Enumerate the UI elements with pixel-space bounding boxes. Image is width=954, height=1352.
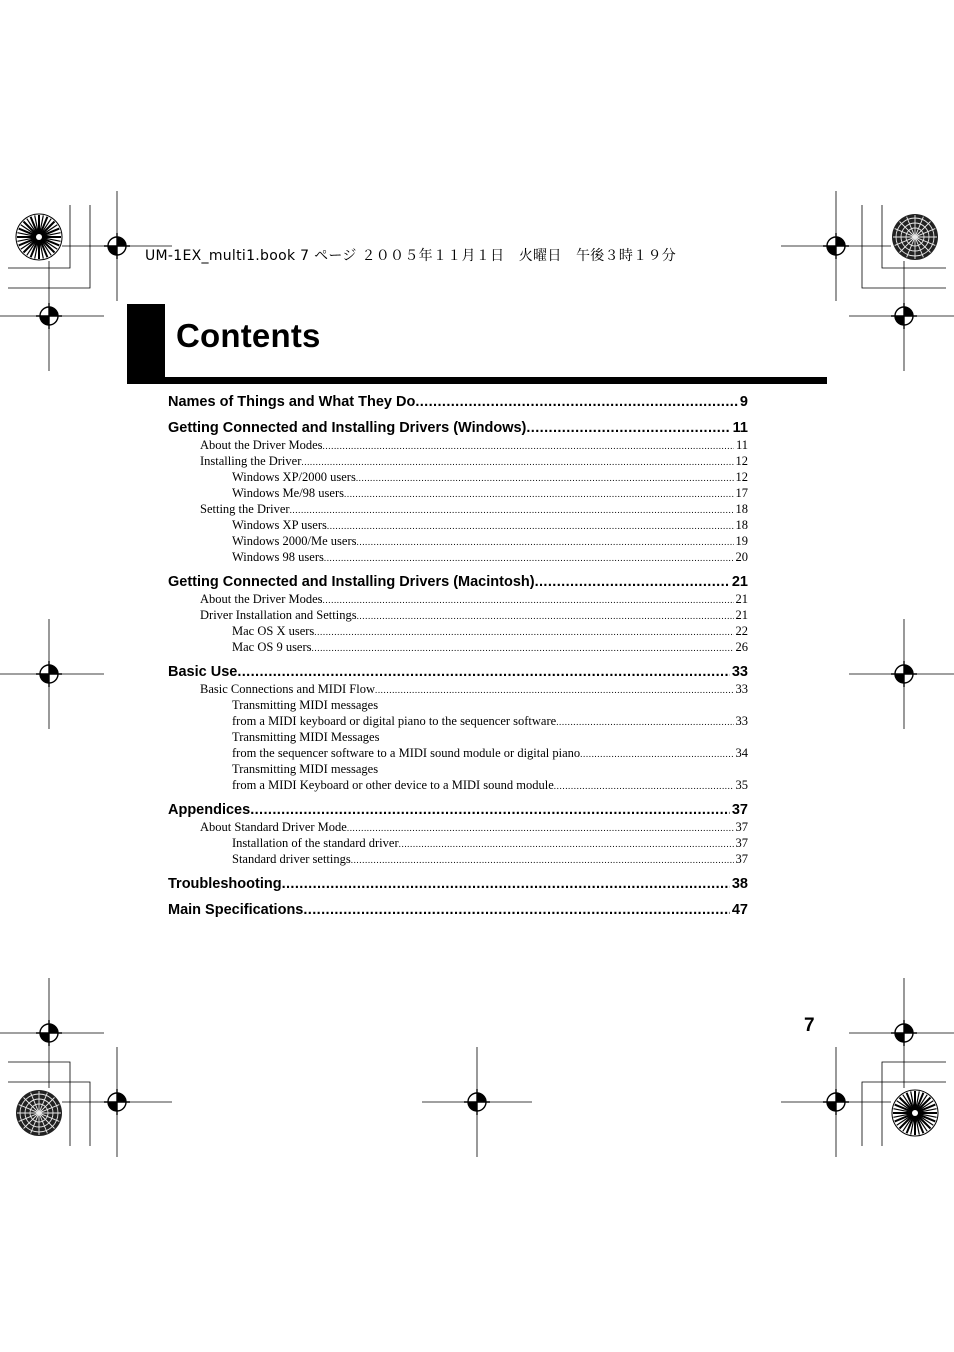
toc-entry-mac-os-x[interactable]: Mac OS X users ..... 22 <box>168 623 748 639</box>
page-title: Contents <box>176 317 321 354</box>
toc-entry-windows-driver-modes[interactable]: About the Driver Modes ..... 11 <box>168 437 748 453</box>
toc-entry-heading-line: Transmitting MIDI Messages <box>232 730 380 744</box>
toc-entry-keyboard-to-module[interactable]: from a MIDI Keyboard or other device to a MIDI sound module ..... 35 <box>168 777 748 793</box>
toc-entry-installing-driver[interactable]: Installing the Driver ..... 12 <box>168 453 748 469</box>
toc-entry-basic-connections[interactable]: Basic Connections and MIDI Flow ..... 33 <box>168 681 748 697</box>
table-of-contents <box>168 393 748 919</box>
toc-entry-setting-98[interactable]: Windows 98 users ..... 20 <box>168 549 748 565</box>
toc-entry-basic-use[interactable]: Basic Use ..... 33 <box>168 663 748 681</box>
toc-entry-setting-2000-me[interactable]: Windows 2000/Me users ..... 19 <box>168 533 748 549</box>
toc-entry-appendices[interactable]: Appendices ..... 37 <box>168 801 748 819</box>
toc-entry-keyboard-to-sequencer[interactable]: from a MIDI keyboard or digital piano to the sequencer software ..... 33 <box>168 713 748 729</box>
book-header-line: UM-1EX_multi1.book 7 ページ ２００５年１１月１日 火曜日 午後３時１９分 <box>145 248 677 264</box>
toc-entry-sequencer-to-module[interactable]: from the sequencer software to a MIDI sound module or digital piano ..... 34 <box>168 745 748 761</box>
toc-page-number: 47 <box>731 902 748 918</box>
toc-entry-mac-driver-modes[interactable]: About the Driver Modes ..... 21 <box>168 591 748 607</box>
toc-page-number: 21 <box>731 574 748 590</box>
toc-entry-main-specifications[interactable]: Main Specifications ..... 47 <box>168 901 748 919</box>
toc-entry-standard-driver-settings[interactable]: Standard driver settings ..... 37 <box>168 851 748 867</box>
toc-entry-heading-line: Transmitting MIDI messages <box>232 762 379 776</box>
toc-entry-mac-os-9[interactable]: Mac OS 9 users ..... 26 <box>168 639 748 655</box>
toc-entry-windows[interactable]: Getting Connected and Installing Drivers (Windows) ..... 11 <box>168 419 748 437</box>
toc-entry-names-of-things[interactable]: Names of Things and What They Do ..... 9 <box>168 393 748 411</box>
toc-page-number: 11 <box>732 420 748 436</box>
toc-entry-macintosh[interactable]: Getting Connected and Installing Drivers (Macintosh) ..... 21 <box>168 573 748 591</box>
toc-entry-setting-driver[interactable]: Setting the Driver ..... 18 <box>168 501 748 517</box>
toc-page-number: 9 <box>739 394 748 410</box>
toc-entry-install-xp-2000[interactable]: Windows XP/2000 users ..... 12 <box>168 469 748 485</box>
toc-entry-setting-xp[interactable]: Windows XP users ..... 18 <box>168 517 748 533</box>
toc-page-number: 38 <box>731 876 748 892</box>
title-block <box>127 304 165 384</box>
toc-entry-standard-driver-installation[interactable]: Installation of the standard driver ..... 37 <box>168 835 748 851</box>
title-rule <box>127 377 827 384</box>
toc-entry-heading-line: Transmitting MIDI messages <box>232 698 379 712</box>
toc-entry-standard-driver-mode[interactable]: About Standard Driver Mode ..... 37 <box>168 819 748 835</box>
toc-page-number: 33 <box>731 664 748 680</box>
toc-entry-mac-driver-installation[interactable]: Driver Installation and Settings ..... 21 <box>168 607 748 623</box>
toc-page-number: 37 <box>731 802 748 818</box>
toc-entry-troubleshooting[interactable]: Troubleshooting ..... 38 <box>168 875 748 893</box>
page-number: 7 <box>804 1015 815 1036</box>
toc-entry-install-me-98[interactable]: Windows Me/98 users ..... 17 <box>168 485 748 501</box>
